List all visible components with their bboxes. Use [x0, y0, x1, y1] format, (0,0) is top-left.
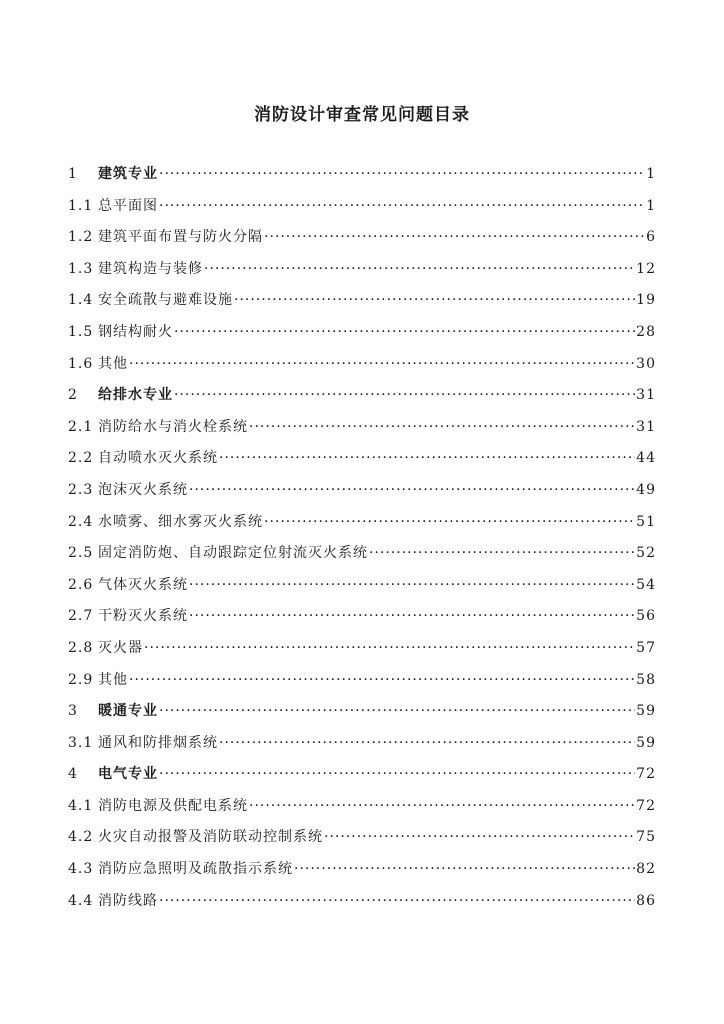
- toc-subsection-entry[interactable]: [68, 195, 656, 227]
- toc-entry-page-number: 59: [636, 734, 656, 751]
- toc-dot-leader: [159, 766, 635, 782]
- document-title: 消防设计审查常见问题目录: [254, 105, 470, 125]
- toc-entry-page-number: 72: [636, 797, 656, 814]
- toc-entry-number: 2.4: [68, 513, 94, 530]
- toc-entry-label: 气体灭火系统: [98, 576, 188, 593]
- toc-section-entry[interactable]: [68, 700, 656, 732]
- toc-dot-leader: [189, 482, 635, 498]
- toc-subsection-entry[interactable]: [68, 289, 656, 321]
- toc-entry-label: 电气专业: [98, 766, 158, 783]
- toc-entry-number: 2.5: [68, 545, 94, 562]
- toc-dot-leader: [204, 261, 635, 277]
- toc-entry-number: 1.6: [68, 355, 94, 372]
- toc-section-entry[interactable]: [68, 763, 656, 795]
- toc-entry-label: 水喷雾、细水雾灭火系统: [98, 513, 263, 530]
- toc-entry-number: 1.1: [68, 197, 94, 214]
- toc-subsection-entry[interactable]: [68, 321, 656, 353]
- toc-subsection-entry[interactable]: [68, 511, 656, 543]
- toc-entry-label: 固定消防炮、自动跟踪定位射流灭火系统: [98, 545, 368, 562]
- toc-entry-number: 1.4: [68, 292, 94, 309]
- toc-entry-page-number: 6: [646, 229, 656, 246]
- toc-entry-number: 1.2: [68, 229, 94, 246]
- table-of-contents: [68, 163, 656, 921]
- toc-entry-number: 4.3: [68, 861, 94, 878]
- toc-entry-label: 通风和防排烟系统: [98, 734, 218, 751]
- toc-dot-leader: [264, 514, 635, 530]
- toc-entry-number: 4.1: [68, 797, 94, 814]
- toc-entry-number: 2.2: [68, 450, 94, 467]
- toc-entry-page-number: 86: [636, 892, 656, 909]
- toc-subsection-entry[interactable]: [68, 226, 656, 258]
- toc-dot-leader: [249, 798, 635, 814]
- toc-entry-page-number: 31: [636, 418, 656, 435]
- toc-entry-label: 给排水专业: [98, 387, 173, 404]
- toc-entry-number: 3: [68, 703, 78, 720]
- toc-subsection-entry[interactable]: [68, 605, 656, 637]
- toc-subsection-entry[interactable]: [68, 479, 656, 511]
- toc-entry-label: 建筑专业: [98, 166, 158, 182]
- toc-dot-leader: [219, 450, 635, 466]
- toc-entry-page-number: 28: [636, 323, 656, 340]
- toc-subsection-entry[interactable]: [68, 542, 656, 574]
- toc-dot-leader: [249, 419, 635, 435]
- toc-entry-label: 消防给水与消火栓系统: [98, 418, 248, 435]
- toc-entry-label: 消防电源及供配电系统: [98, 797, 248, 814]
- toc-entry-page-number: 75: [636, 829, 656, 846]
- toc-entry-number: 4: [68, 766, 78, 783]
- toc-dot-leader: [159, 198, 645, 214]
- toc-entry-label: 钢结构耐火: [98, 323, 173, 340]
- toc-entry-label: 其他: [98, 671, 128, 688]
- toc-entry-page-number: 49: [636, 481, 656, 498]
- toc-dot-leader: [234, 292, 635, 308]
- toc-entry-label: 泡沫灭火系统: [98, 481, 188, 498]
- toc-entry-label: 建筑构造与装修: [98, 260, 203, 277]
- toc-dot-leader: [159, 703, 635, 719]
- toc-subsection-entry[interactable]: [68, 795, 656, 827]
- toc-entry-label: 消防应急照明及疏散指示系统: [98, 861, 293, 878]
- toc-entry-number: 2.9: [68, 671, 94, 688]
- toc-dot-leader: [159, 893, 635, 909]
- toc-entry-page-number: 54: [636, 576, 656, 593]
- toc-dot-leader: [189, 608, 635, 624]
- toc-dot-leader: [174, 387, 635, 403]
- toc-subsection-entry[interactable]: [68, 447, 656, 479]
- toc-dot-leader: [189, 577, 635, 593]
- toc-entry-label: 总平面图: [98, 197, 158, 214]
- toc-dot-leader: [294, 861, 635, 877]
- toc-entry-label: 火灾自动报警及消防联动控制系统: [98, 829, 323, 846]
- toc-dot-leader: [129, 356, 635, 372]
- toc-entry-number: 3.1: [68, 734, 94, 751]
- toc-entry-page-number: 30: [636, 355, 656, 372]
- toc-entry-label: 暖通专业: [98, 703, 158, 720]
- toc-subsection-entry[interactable]: [68, 353, 656, 385]
- toc-entry-page-number: 58: [636, 671, 656, 688]
- toc-entry-page-number: 82: [636, 861, 656, 878]
- toc-entry-label: 干粉灭火系统: [98, 608, 188, 625]
- toc-entry-label: 安全疏散与避难设施: [98, 292, 233, 309]
- toc-dot-leader: [369, 545, 635, 561]
- toc-entry-label: 建筑平面布置与防火分隔: [98, 229, 263, 246]
- toc-entry-page-number: 51: [636, 513, 656, 530]
- toc-dot-leader: [129, 672, 635, 688]
- toc-entry-page-number: 19: [636, 292, 656, 309]
- toc-entry-page-number: 52: [636, 545, 656, 562]
- toc-entry-page-number: 44: [636, 450, 656, 467]
- toc-subsection-entry[interactable]: [68, 416, 656, 448]
- toc-entry-number: 2.3: [68, 481, 94, 498]
- toc-dot-leader: [219, 735, 635, 751]
- toc-entry-number: 1.5: [68, 323, 94, 340]
- toc-entry-page-number: 59: [636, 703, 656, 720]
- toc-entry-page-number: 72: [636, 766, 656, 783]
- toc-entry-number: 2: [68, 387, 78, 404]
- toc-entry-number: 4.4: [68, 892, 94, 909]
- toc-entry-number: 4.2: [68, 829, 94, 846]
- toc-entry-number: 2.6: [68, 576, 94, 593]
- toc-entry-page-number: 57: [636, 639, 656, 656]
- toc-dot-leader: [159, 166, 645, 182]
- toc-entry-label: 灭火器: [98, 639, 143, 656]
- toc-subsection-entry[interactable]: [68, 732, 656, 764]
- toc-subsection-entry[interactable]: [68, 574, 656, 606]
- toc-entry-label: 消防线路: [98, 892, 158, 909]
- toc-entry-label: 自动喷水灭火系统: [98, 450, 218, 467]
- toc-entry-label: 其他: [98, 355, 128, 372]
- toc-dot-leader: [144, 640, 635, 656]
- toc-entry-page-number: 1: [646, 197, 656, 214]
- toc-entry-page-number: 1: [646, 166, 656, 182]
- toc-entry-number: 1.3: [68, 260, 94, 277]
- toc-dot-leader: [264, 229, 645, 245]
- toc-subsection-entry[interactable]: [68, 826, 656, 858]
- toc-entry-page-number: 56: [636, 608, 656, 625]
- toc-subsection-entry[interactable]: [68, 890, 656, 922]
- toc-dot-leader: [174, 324, 635, 340]
- toc-subsection-entry[interactable]: [68, 637, 656, 669]
- toc-entry-page-number: 31: [636, 387, 656, 404]
- toc-entry-number: 1: [68, 166, 78, 182]
- toc-entry-page-number: 12: [636, 260, 656, 277]
- toc-section-entry[interactable]: [68, 163, 656, 195]
- toc-subsection-entry[interactable]: [68, 669, 656, 701]
- toc-subsection-entry[interactable]: [68, 858, 656, 890]
- toc-section-entry[interactable]: [68, 384, 656, 416]
- toc-entry-number: 2.8: [68, 639, 94, 656]
- toc-subsection-entry[interactable]: [68, 258, 656, 290]
- toc-entry-number: 2.7: [68, 608, 94, 625]
- toc-dot-leader: [324, 829, 635, 845]
- toc-entry-number: 2.1: [68, 418, 94, 435]
